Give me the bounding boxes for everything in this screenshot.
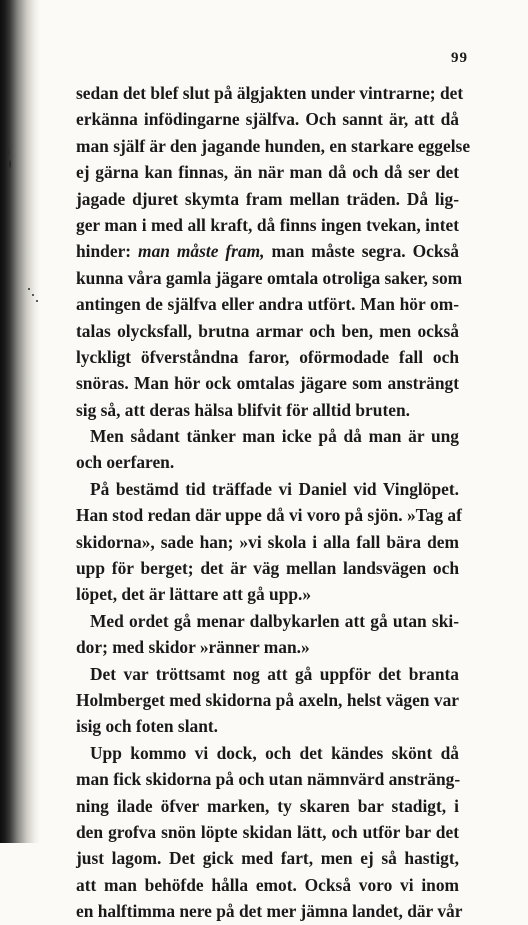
text-line: jagade djuret skymta fram mellan träden. Då lig- [76,188,459,209]
text-line: upp för berget; det är väg mellan landsvägen och [76,558,459,579]
text-line: talas olycksfall, brutna armar och ben, men också [76,320,459,341]
text-line: dor; med skidor »ränner man.» [76,637,310,658]
text-line: skidorna», sade han; »vi skola i alla fall bära dem [76,531,459,552]
binding-speck [32,294,34,296]
binding-speck [28,288,30,290]
text-line: erkänna infödingarne själfva. Och sannt är, att då [76,109,459,130]
text-line: På bestämd tid träffade vi Daniel vid Vinglöpet. [90,478,459,499]
book-binding-shadow [0,0,40,843]
text-line: att man behöfde hålla emot. Också voro vi inom [76,874,459,895]
text-line: isig och foten slant. [76,716,219,737]
text-segment: hinder: [76,241,139,262]
text-line: lyckligt öfverståndna faror, oförmodade fall och [76,346,459,367]
text-line: ger man i med all kraft, då finns ingen tvekan, intet [76,214,459,235]
text-line: kunna våra gamla jägare omtala otroliga saker, som [76,267,463,288]
binding-speck [6,150,9,155]
text-line: just lagom. Det gick med fart, men ej så hastigt, [76,848,459,869]
text-line: antingen de själfva eller andra utfört. Man hör om- [76,294,459,315]
text-segment: man måste segra. Också [264,241,459,262]
text-line: snöras. Man hör ock omtalas jägare som ansträngt [76,373,459,394]
text-line: man fick skidorna på och utan nämnvärd ansträng- [76,769,461,790]
text-line: en halftimma nere på det mer jämna landet, där vår [76,901,463,922]
text-line [76,238,459,264]
text-line: Men sådant tänker man icke på då man är ung [90,426,459,447]
binding-speck [36,300,38,302]
body-text [76,80,471,925]
text-line: löpet, det är lättare att gå upp.» [76,584,312,605]
text-line: sedan det blef slut på älgjakten under vintrarne; det [76,83,464,103]
text-line: ning ilade öfver marken, ty skaren bar stadigt, i [76,795,459,816]
page-number: 99 [451,50,468,66]
italic-phrase: man måste fram, [138,241,265,262]
text-line: Upp kommo vi dock, och det kändes skönt då [90,742,459,763]
text-line: Med ordet gå menar dalbykarlen att gå utan ski- [90,610,459,631]
text-line: sig så, att deras hälsa blifvit för alltid bruten. [76,399,410,420]
text-line: Holmberget med skidorna på axeln, helst vägen var [76,689,459,710]
text-line: man själf är den jagande hunden, en starkare eggelse [76,135,471,156]
text-line: den grofva snön löpte skidan lätt, och utför bar det [76,821,459,842]
text-line: ej gärna kan finnas, än när man då och då ser det [76,162,459,183]
text-line: Det var tröttsamt nog att gå uppför det branta [90,663,459,684]
text-line: och oerfaren. [76,452,175,473]
binding-speck [9,160,11,168]
text-line: Han stod redan där uppe då vi voro på sjön. »Tag af [76,505,462,526]
